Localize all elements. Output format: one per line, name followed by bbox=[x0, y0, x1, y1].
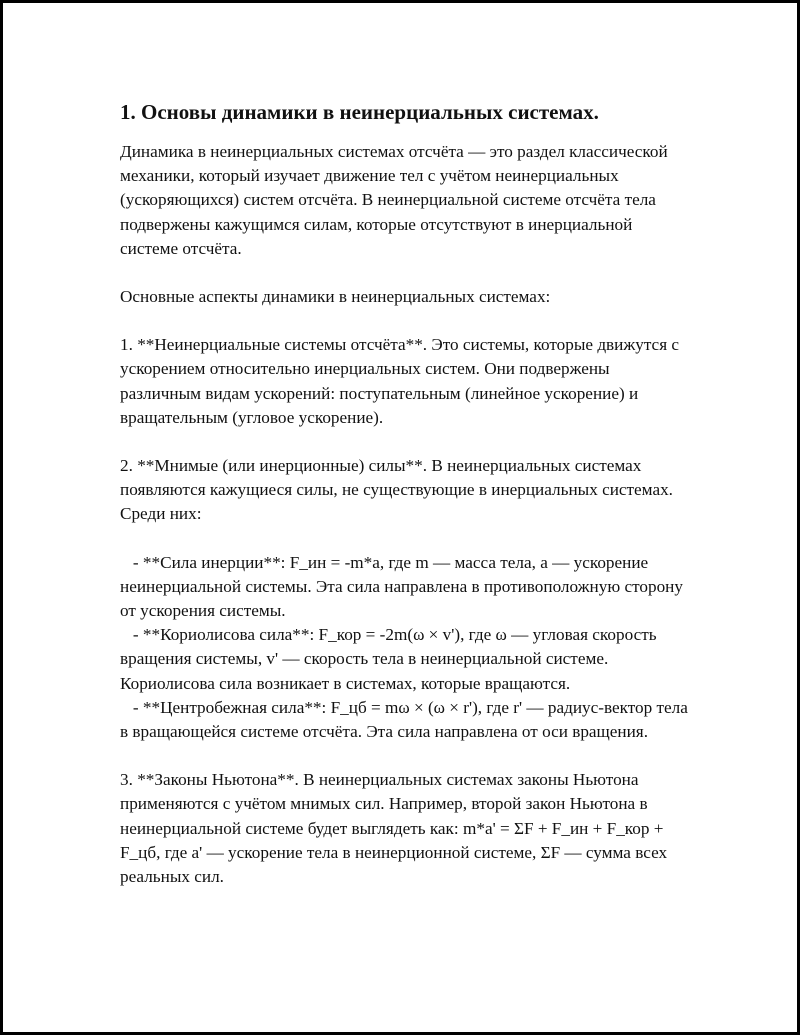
document-title: 1. Основы динамики в неинерциальных системах. bbox=[120, 100, 599, 124]
paragraph-noninertial-frames: 1. **Неинерциальные системы отсчёта**. Это системы, которые движутся с ускорением относительно инерциальных систем. Они подвержены различным видам ускорений: поступательным (линейное ускорение) и вращательным (угловое ускорение). bbox=[120, 335, 684, 427]
document-body bbox=[120, 98, 690, 913]
paragraph-forces-list: - **Сила инерции**: F_ин = -m*a, где m — масса тела, a — ускорение неинерциальной системы. Эта сила направлена в противоположную сторону от ускорения системы. - **Кориолисова сила**: F_кор = -2m(ω × v'), где ω — угловая скорость вращения системы, v' — скорость тела в неинерциальной системе. Кориолисова сила возникает в системах, которые вращаются. - **Центробежная сила**: F_цб = mω × (ω × r'), где r' — радиус-вектор тела в вращающейся системе отсчёта. Эта сила направлена от оси вращения. bbox=[120, 552, 688, 742]
paragraph-intro: Динамика в неинерциальных системах отсчёта — это раздел классической механики, который изучает движение тел с учётом неинерциальных (ускоряющихся) систем отсчёта. В неинерциальной системе отсчёта тела подвержены кажущимся силам, которые отсутствуют в инерциальной системе отсчёта. bbox=[120, 142, 672, 258]
paragraph-aspects-heading: Основные аспекты динамики в неинерциальных системах: bbox=[120, 287, 551, 307]
paragraph-fictitious-forces: 2. **Мнимые (или инерционные) силы**. В неинерциальных системах появляются кажущиеся силы, не существующие в инерциальных системах. Среди них: bbox=[120, 456, 678, 524]
paragraph-newton-laws: 3. **Законы Ньютона**. В неинерциальных системах законы Ньютона применяются с учётом мнимых сил. Например, второй закон Ньютона в неинерциальной системе будет выглядеть как: m*a' = ΣF + F_ин + F_кор + F_цб, где a' — ускорение тела в неинерционной системе, ΣF — сумма всех реальных сил. bbox=[120, 770, 672, 887]
